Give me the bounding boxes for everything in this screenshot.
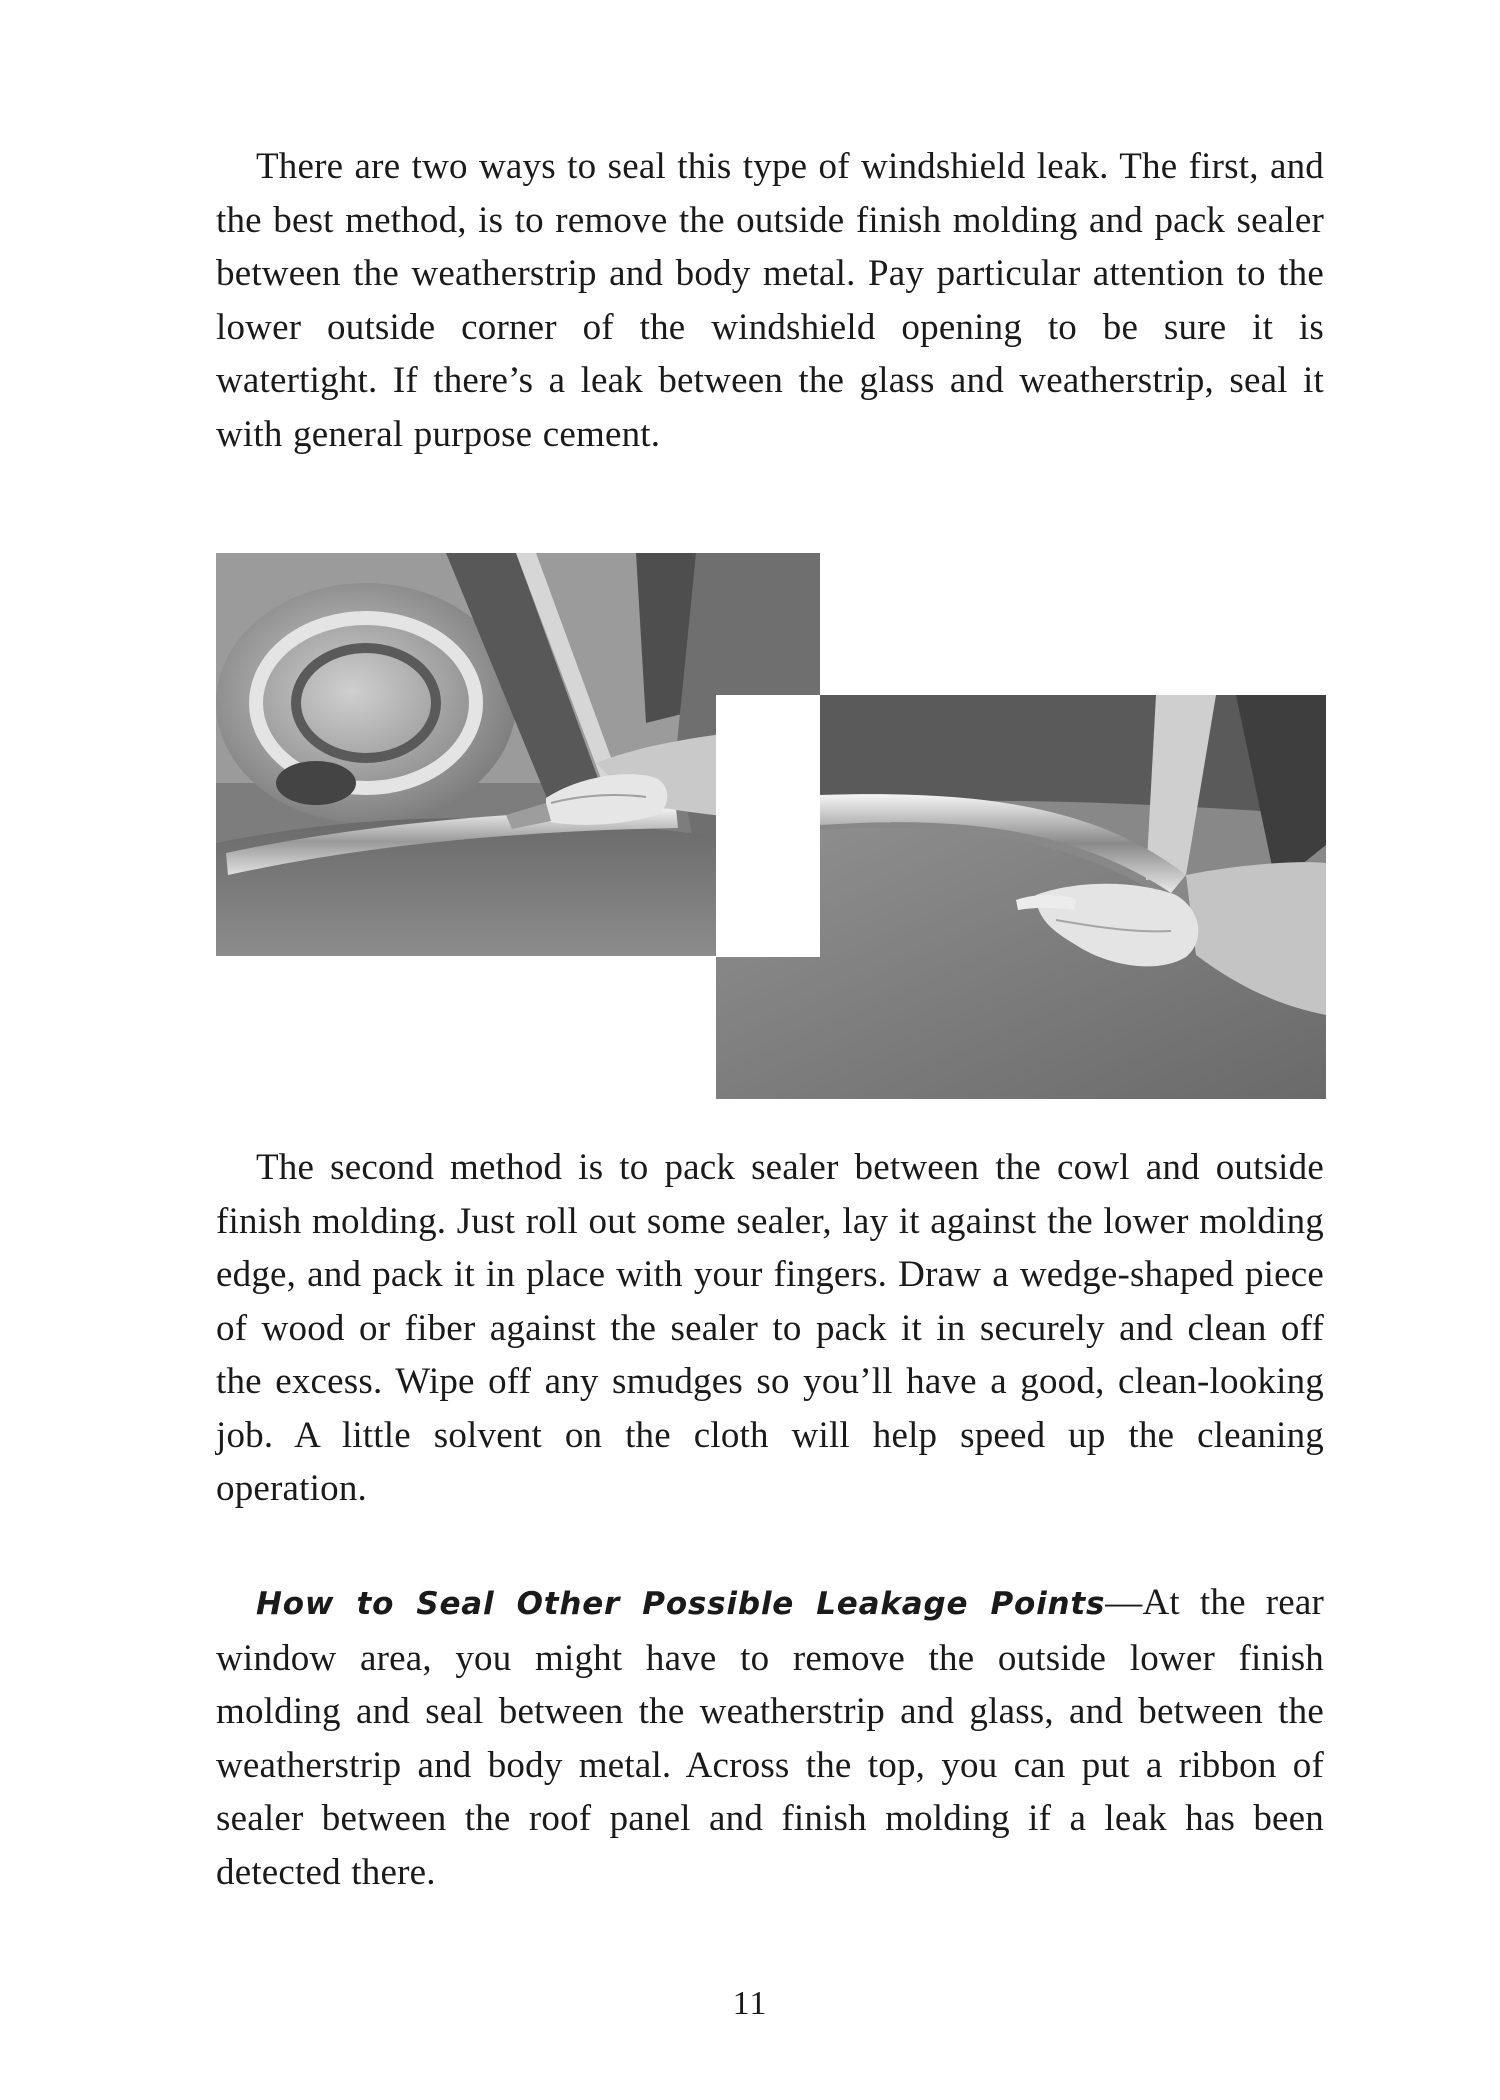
photo-pressing-sealer-molding — [716, 695, 1326, 1099]
section-body-text: At the rear window area, you might have to remove the outside lower finish molding and seal between the weatherstrip and glass, and between the weatherstrip and body metal. Across the top, you can put a ribbon of sealer between the roof panel and finish molding if a leak has been detected there. — [216, 1582, 1325, 1893]
paragraph-second-method: The second method is to pack sealer between the cowl and outside finish molding. Just roll out some sealer, lay it against the lower molding edge, and pack it in place with your fingers. Draw a wedge-shaped piece of wood or fiber against the sealer to pack it in securely and clean off the excess. Wipe off any smudges so you’ll have a good, clean-looking job. A little solvent on the cloth will help speed up the cleaning operation. — [216, 1147, 1324, 1509]
heading-dash: — — [1105, 1582, 1143, 1623]
paragraph-other-leakage-points — [216, 1576, 1324, 1899]
section-run-in-heading: How to Seal Other Possible Leakage Points — [256, 1586, 1106, 1622]
page-number: 11 — [732, 1985, 768, 2022]
paragraph-windshield-leak-methods: There are two ways to seal this type of windshield leak. The first, and the best method, is to remove the outside finish molding and pack sealer between the weatherstrip and body metal. Pay particular attention to the lower outside corner of the windshield opening to be sure it is watertight. If there’s a leak between the glass and weatherstrip, seal it with general purpose cement. — [216, 146, 1324, 455]
